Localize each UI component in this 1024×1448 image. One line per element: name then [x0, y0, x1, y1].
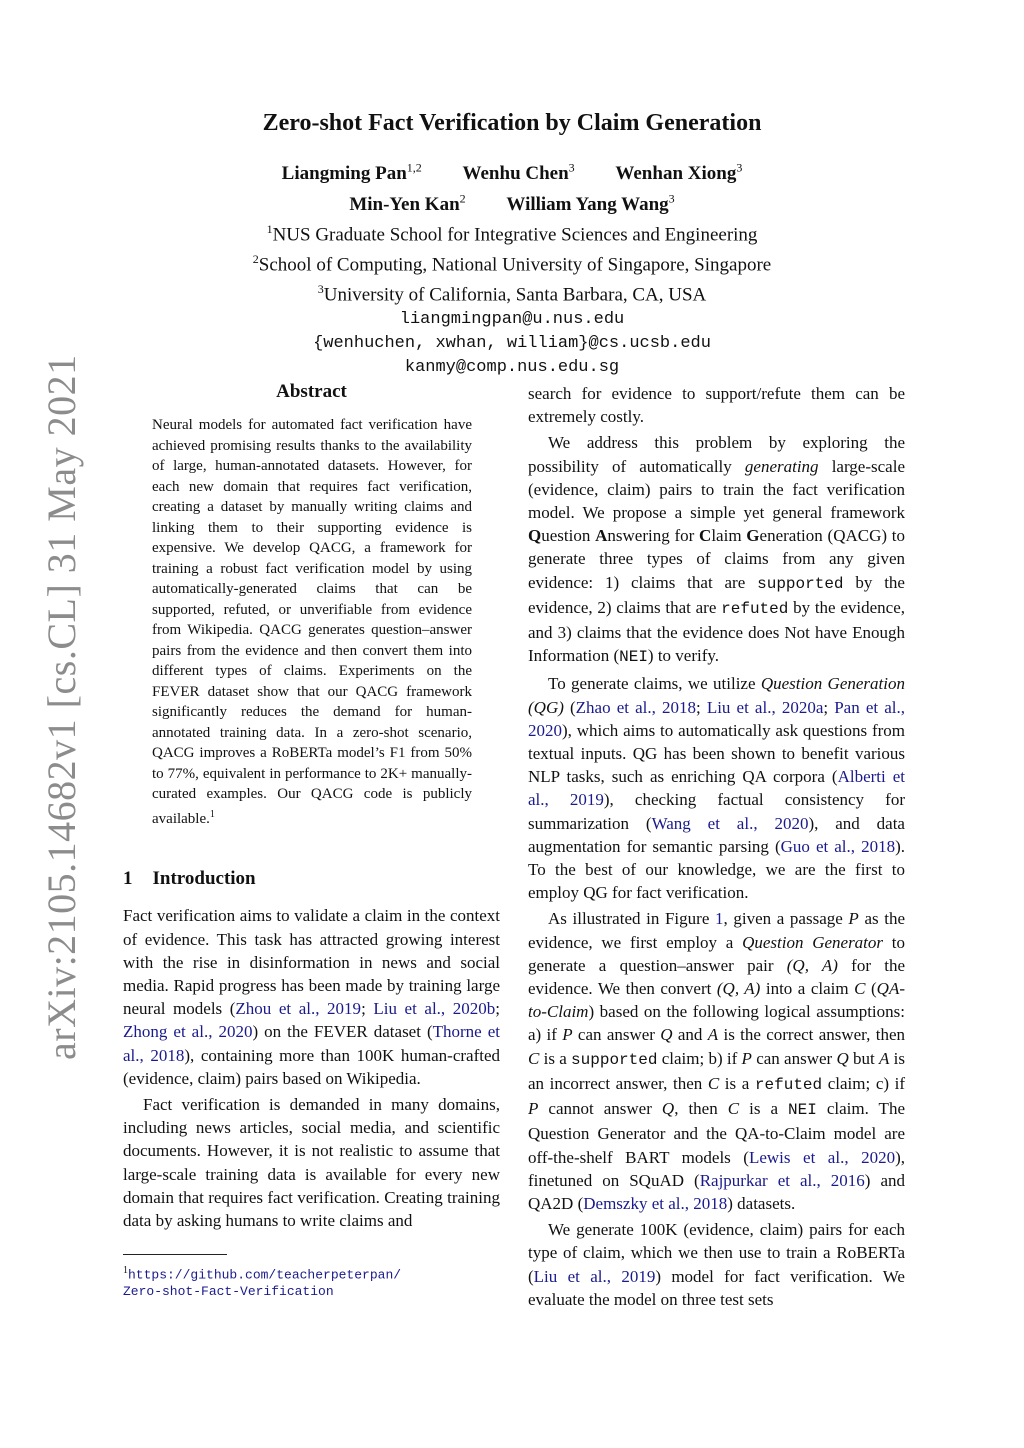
citation-link[interactable]: Rajpurkar et al., 2016 — [699, 1170, 865, 1190]
citation-link[interactable]: Guo et al., 2018 — [780, 836, 896, 856]
citation-link[interactable]: Demszky et al., 2018 — [583, 1193, 728, 1213]
citation-link[interactable]: Zhong et al., 2020 — [123, 1022, 253, 1042]
right-column — [528, 382, 905, 1311]
affiliation: $^1$NUS Graduate School for Integrative Sciences and Engineering — [266, 221, 758, 245]
affiliation: $^2$School of Computing, National University of Singapore, Singapore — [252, 251, 772, 276]
citation-link[interactable]: Liu et al., 2020a — [706, 697, 824, 717]
body-paragraph: search for evidence to support/refute them can be extremely costly. — [528, 384, 905, 427]
citation-link[interactable]: Wang et al., 2020 — [651, 813, 809, 833]
intro-paragraph-1: Fact verification aims to validate a claim in the context of evidence. This task has attracted growing interest with the rise in disinformation in news and social media. Rapid progress has been made by training large neural models (Zhou et al., 2019; Liu et al., 2020b; Zhong et al., 2020) on the FEVER dataset (Thorne et al., 2018), containing more than 100K human-crafted (evidence, claim) pairs based on Wikipedia. — [123, 906, 500, 1088]
footnote-rule — [123, 1254, 227, 1255]
citation-link[interactable]: Zhou et al., 2019 — [235, 999, 362, 1019]
abstract-heading: Abstract — [276, 381, 347, 402]
footnote[interactable]: $^1$https://github.com/teacherpeterpan/ Zero-shot-Fact-Verification — [123, 1265, 402, 1299]
citation-link[interactable]: Lewis et al., 2020 — [748, 1147, 896, 1167]
citation-link[interactable]: Zhao et al., 2018 — [575, 697, 696, 717]
email-address: kanmy@comp.nus.edu.sg — [404, 357, 620, 377]
email-address: liangmingpan@u.nus.edu — [399, 309, 625, 329]
author-name: Wenhan Xiong$^3$ — [615, 161, 743, 185]
paper-title: Zero-shot Fact Verification by Claim Generation — [262, 110, 762, 136]
footnote-url[interactable]: Zero-shot-Fact-Verification — [123, 1283, 334, 1299]
author-row-2 — [0, 186, 1024, 216]
author-row-1 — [0, 156, 1024, 186]
body-paragraph: As illustrated in Figure 1, given a passage P as the evidence, we first employ a Question Generator to generate a question–answer pair (Q, A) for the evidence. We then convert (Q, A) into a claim C (QA-to-Claim) based on the following logical assumptions: a) if P can answer Q and A is the correct answer, then C is a supported claim; b) if P can answer Q but A is an incorrect answer, then C is a refuted claim; c) if P cannot answer Q, then C is a NEI claim. The Question Generator and the QA-to-Claim model are off-the-shelf BART models (Lewis et al., 2020), finetuned on SQuAD (Rajpurkar et al., 2016) and QA2D (Demszky et al., 2018) datasets. — [528, 909, 906, 1213]
author-block — [0, 156, 1024, 380]
body-paragraph: We generate 100K (evidence, claim) pairs for each type of claim, which we then use to train a RoBERTa (Liu et al., 2019) model for fact verification. We evaluate the model on three test sets — [528, 1220, 905, 1309]
author-name: Liangming Pan$^{1,2}$ — [281, 161, 422, 185]
author-name: Wenhu Chen$^3$ — [462, 161, 575, 185]
citation-link[interactable]: Alberti et al., 2019 — [528, 767, 905, 810]
author-name: William Yang Wang$^3$ — [506, 191, 675, 215]
citation-link[interactable]: Thorne et al., 2018 — [123, 1022, 500, 1065]
figure-link[interactable]: 1 — [714, 909, 724, 929]
affiliation: $^3$University of California, Santa Barbara, CA, USA — [317, 282, 707, 306]
footnote-url[interactable]: https://github.com/teacherpeterpan/ — [128, 1267, 402, 1283]
arxiv-stamp: arXiv:2105.14682v1 [cs.CL] 31 May 2021 — [39, 354, 84, 1060]
author-name: Min-Yen Kan$^2$ — [349, 191, 466, 215]
footnote-marker[interactable]: 1 — [209, 808, 215, 820]
abstract-body: Neural models for automated fact verification have achieved promising results thanks to the availability of large, human-annotated datasets. However, for each new domain that requires fact verification, creating a dataset by manually writing claims and linking them to their supporting evidence is expensive. We develop QACG, a framework for training a robust fact verification model by using automatically-generated claims that can be supported, refuted, or unverifiable from evidence from Wikipedia. QACG generates question–answer pairs from the evidence and then convert them into different types of claims. Experiments on the FEVER dataset show that our QACG framework significantly reduces the demand for human-annotated training data. In a zero-shot scenario, QACG improves a RoBERTa model’s F1 from 50% to 77%, equivalent in performance to 2K+ manually-curated examples. Our QACG code is publicly available.$^1$ — [152, 417, 472, 827]
citation-link[interactable]: Liu et al., 2019 — [533, 1266, 656, 1286]
left-column — [123, 380, 500, 1300]
section-heading-introduction: 1 Introduction — [123, 868, 256, 890]
citation-link[interactable]: Liu et al., 2020b — [373, 999, 496, 1019]
intro-paragraph-2: Fact verification is demanded in many domains, including news articles, social media, and scientific documents. However, it is not realistic to assume that large-scale training data is available for every new domain that requires fact verification. Creating training data by asking humans to write claims and — [123, 1095, 500, 1231]
body-paragraph: To generate claims, we utilize Question Generation (QG) (Zhao et al., 2018; Liu et al., 2020a; Pan et al., 2020), which aims to automatically ask questions from textual inputs. QG has been shown to benefit various NLP tasks, such as enriching QA corpora (Alberti et al., 2019), checking factual consistency for summarization (Wang et al., 2020), and data augmentation for semantic parsing (Guo et al., 2018). To the best of our knowledge, we are the first to employ QG for fact verification. — [528, 674, 905, 903]
body-paragraph: We address this problem by exploring the possibility of automatically generating large-scale (evidence, claim) pairs to train the fact verification model. We propose a simple yet general framework Question Answering for Claim Generation (QACG) to generate three types of claims from any given evidence: 1) claims that are supported by the evidence, 2) claims that are refuted by the evidence, and 3) claims that the evidence does Not have Enough Information (NEI) to verify. — [528, 433, 906, 667]
citation-link[interactable]: Pan et al., 2020 — [528, 697, 905, 740]
email-address: {wenhuchen, xwhan, william}@cs.ucsb.edu — [313, 333, 711, 353]
